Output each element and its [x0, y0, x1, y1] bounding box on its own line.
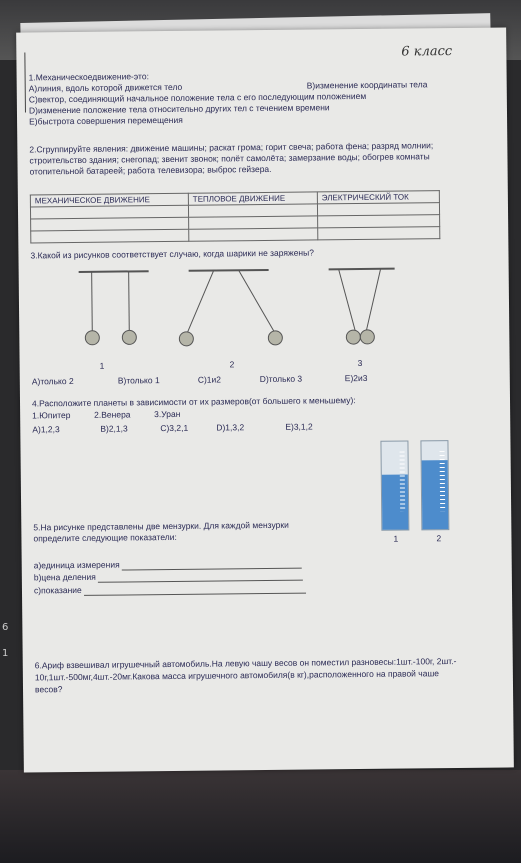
q1-title: 1.Механическоедвижение-это:: [28, 71, 149, 83]
background-bottom: [0, 770, 521, 863]
q4-planet-3: 3.Уран: [154, 408, 181, 420]
edge-mark-2: 1: [2, 648, 9, 659]
q3-title: 3.Какой из рисунков соответствует случаю, когда шарики не заряжены?: [30, 247, 314, 261]
q3-option-a: А)только 2: [31, 376, 74, 387]
q5-label-b: b)цена деления: [33, 571, 96, 583]
graduated-cylinder-2: [420, 440, 449, 530]
col-thermal: ТЕПЛОВОЕ ДВИЖЕНИЕ: [188, 192, 317, 205]
figure-1: [79, 271, 150, 345]
q5-answer-c[interactable]: [84, 584, 306, 596]
cylinder-label-2: 2: [436, 533, 442, 544]
q5-field-b: [34, 570, 303, 584]
q4-planet-1: 1.Юпитер: [32, 410, 71, 421]
q4-option-d: D)1,3,2: [216, 422, 245, 433]
col-mechanical: МЕХАНИЧЕСКОЕ ДВИЖЕНИЕ: [30, 193, 188, 207]
q3-option-e: Е)2и3: [344, 372, 368, 384]
graduated-cylinder-1: [380, 441, 409, 531]
q1-option-a: А)линия, вдоль которой движется тело: [28, 81, 183, 94]
q1-option-e: Е)быстрота совершения перемещения: [29, 114, 183, 127]
cylinder-label-1: 1: [393, 533, 399, 544]
scale-marks-2: [440, 451, 446, 511]
table-cell[interactable]: [31, 229, 189, 243]
q6-text-line2: 10г,1шт.-500мг,4шт.-20мг.Какова масса игрушечного автомобиля(в кг),расположенного на правой чаше: [34, 668, 440, 683]
q1-option-d: D)изменение положение тела относительно других тел с течением времени: [28, 102, 330, 116]
q6-text-line3: весов?: [34, 684, 63, 695]
q3-option-b: В)только 1: [117, 375, 160, 386]
q5-text-line2: определите следующие показатели:: [33, 531, 177, 544]
scale-marks-1: [400, 452, 406, 512]
q5-answer-a[interactable]: [122, 559, 302, 571]
figure-3: [329, 269, 396, 345]
pendulum-figures: [59, 261, 400, 355]
q4-option-e: Е)3,1,2: [285, 421, 313, 432]
q5-answer-b[interactable]: [98, 571, 303, 583]
q3-option-c: С)1и2: [197, 374, 222, 385]
col-electric: ЭЛЕКТРИЧЕСКИЙ ТОК: [317, 191, 439, 204]
q1-option-b: В)изменение координаты тела: [306, 79, 428, 91]
table-cell[interactable]: [318, 227, 440, 240]
q4-option-c: С)3,2,1: [160, 422, 189, 434]
q2-text-line3: отопительной батареей; работа телевизора; выброс гейзера.: [29, 163, 272, 177]
q4-option-a: А)1,2,3: [32, 424, 60, 435]
q5-label-a: а)единица измерения: [33, 559, 120, 571]
q6-text-line1: 6.Ариф взвешивал игрушечный автомобиль.На левую чашу весов он поместил разновесы:1шт.-100г, 2шт.-: [34, 656, 457, 671]
classification-table: [30, 190, 440, 243]
edge-mark-1: 6: [2, 622, 9, 633]
q4-title: 4.Расположите планеты в зависимости от их размеров(от большего к меньшему):: [31, 395, 356, 409]
q3-option-d: D)только 3: [259, 373, 303, 385]
grade-label: 6 класс: [401, 44, 453, 60]
worksheet-page: [16, 27, 514, 772]
q1-option-c: С)вектор, соединяющий начальное положение тела с его последующим положением: [28, 90, 367, 105]
q4-option-b: В)2,1,3: [100, 423, 128, 434]
q2-text-line1: 2.Сгруппируйте явления: движение машины; раскат грома; горит свеча; работа фена; разряд молнии;: [29, 140, 434, 155]
q4-planet-2: 2.Венера: [94, 409, 131, 420]
margin-line: [24, 52, 26, 112]
fig-label-1: 1: [99, 360, 105, 371]
figure-2: [179, 270, 283, 346]
q2-text-line2: строительство здания; снегопад; звенит звонок; полёт самолёта; замерзание воды; обогрев комнаты: [29, 151, 430, 166]
q5-text-line1: 5.На рисунке представлены две мензурки. Для каждой мензурки: [33, 519, 289, 533]
fig-label-3: 3: [357, 357, 363, 369]
table-cell[interactable]: [189, 228, 318, 241]
fig-label-2: 2: [229, 359, 235, 370]
q5-field-c: [34, 583, 306, 597]
q5-label-c: с)показание: [33, 584, 82, 596]
